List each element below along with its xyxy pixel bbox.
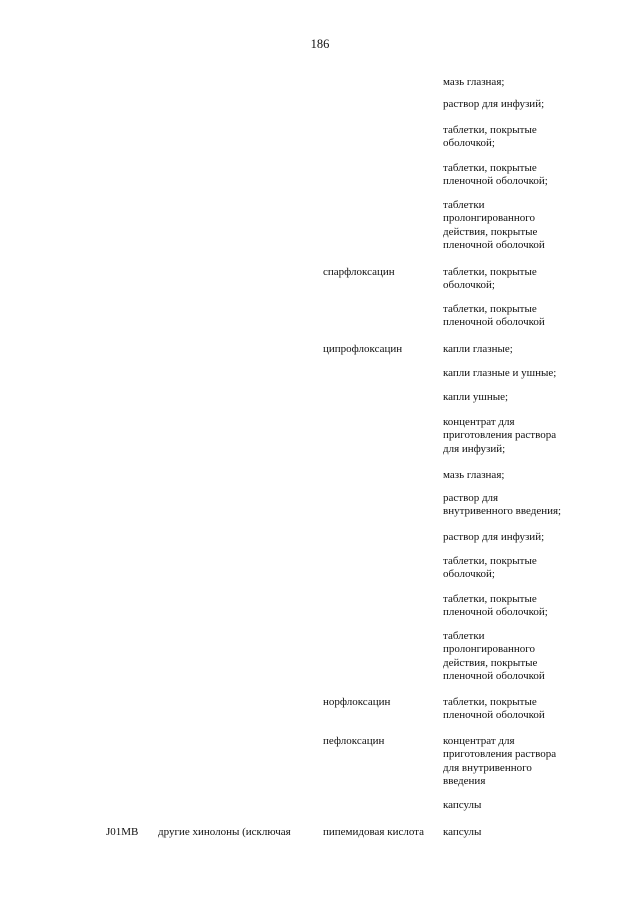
dosage-form (443, 199, 593, 252)
dosage-form (443, 531, 593, 544)
dosage-form (443, 696, 593, 723)
dosage-form-line: капли глазные и ушные; (443, 367, 557, 379)
dosage-form-line: мазь глазная; (443, 469, 505, 481)
dosage-form-line: концентрат для (443, 735, 515, 747)
dosage-form (443, 76, 593, 89)
dosage-form-line: пленочной оболочкой (443, 316, 545, 329)
dosage-form-line: пленочной оболочкой (443, 238, 545, 251)
dosage-form (443, 593, 593, 620)
dosage-form (443, 162, 593, 189)
dosage-form-line: таблетки, покрытые (443, 266, 537, 278)
dosage-form (443, 799, 593, 812)
dosage-form (443, 469, 593, 482)
dosage-form (443, 391, 593, 404)
dosage-form (443, 630, 593, 683)
dosage-form-line: таблетки, покрытые (443, 555, 537, 567)
dosage-form-line: мазь глазная; (443, 76, 505, 88)
drug-name: норфлоксацин (323, 696, 391, 708)
atc-code: J01MB (106, 826, 139, 838)
dosage-form-line: оболочкой; (443, 568, 495, 581)
dosage-form-line: приготовления раствора (443, 429, 557, 442)
dosage-form-line: внутривенного введения; (443, 505, 562, 518)
dosage-form-line: таблетки, покрытые (443, 696, 537, 708)
dosage-form-line: концентрат для (443, 416, 515, 428)
dosage-form-line: действия, покрытые (443, 656, 538, 669)
dosage-form (443, 303, 593, 330)
dosage-form (443, 124, 593, 151)
dosage-form-line: таблетки, покрытые (443, 593, 537, 605)
dosage-form-line: пленочной оболочкой (443, 669, 545, 682)
dosage-form-line: таблетки, покрытые (443, 162, 537, 174)
drug-name: пипемидовая кислота (323, 826, 425, 838)
dosage-form-line: таблетки (443, 199, 485, 211)
dosage-form-line: оболочкой; (443, 137, 495, 150)
dosage-form-line: приготовления раствора (443, 748, 557, 761)
dosage-form-line: пленочной оболочкой; (443, 606, 548, 619)
dosage-form (443, 367, 593, 380)
dosage-form-line: капсулы (443, 826, 482, 838)
dosage-form (443, 266, 593, 293)
drug-name: ципрофлоксацин (323, 343, 403, 355)
dosage-form (443, 735, 593, 788)
drug-name: спарфлоксацин (323, 266, 395, 278)
dosage-form-line: для внутривенного (443, 761, 532, 774)
drug-name: пефлоксацин (323, 735, 385, 747)
dosage-form-line: таблетки, покрытые (443, 124, 537, 136)
dosage-form-line: раствор для (443, 492, 499, 504)
dosage-form-line: введения (443, 774, 486, 787)
dosage-form (443, 492, 593, 519)
dosage-form-line: оболочкой; (443, 279, 495, 292)
dosage-form-line: пленочной оболочкой; (443, 175, 548, 188)
dosage-form-line: раствор для инфузий; (443, 98, 545, 110)
dosage-form-line: раствор для инфузий; (443, 531, 545, 543)
dosage-form-line: пролонгированного (443, 212, 535, 225)
dosage-form-line: таблетки (443, 630, 485, 642)
dosage-form (443, 555, 593, 582)
dosage-form-line: пролонгированного (443, 643, 535, 656)
dosage-form (443, 416, 593, 456)
page-number: 186 (310, 37, 330, 51)
dosage-form-line: капсулы (443, 799, 482, 811)
dosage-form-line: действия, покрытые (443, 225, 538, 238)
dosage-form-line: капли ушные; (443, 391, 509, 403)
dosage-form (443, 343, 593, 356)
dosage-form (443, 826, 593, 839)
dosage-form (443, 98, 593, 111)
dosage-form-line: капли глазные; (443, 343, 513, 355)
dosage-form-line: для инфузий; (443, 442, 506, 455)
dosage-form-line: таблетки, покрытые (443, 303, 537, 315)
drug-group: другие хинолоны (исключая (158, 826, 291, 838)
dosage-form-line: пленочной оболочкой (443, 709, 545, 722)
